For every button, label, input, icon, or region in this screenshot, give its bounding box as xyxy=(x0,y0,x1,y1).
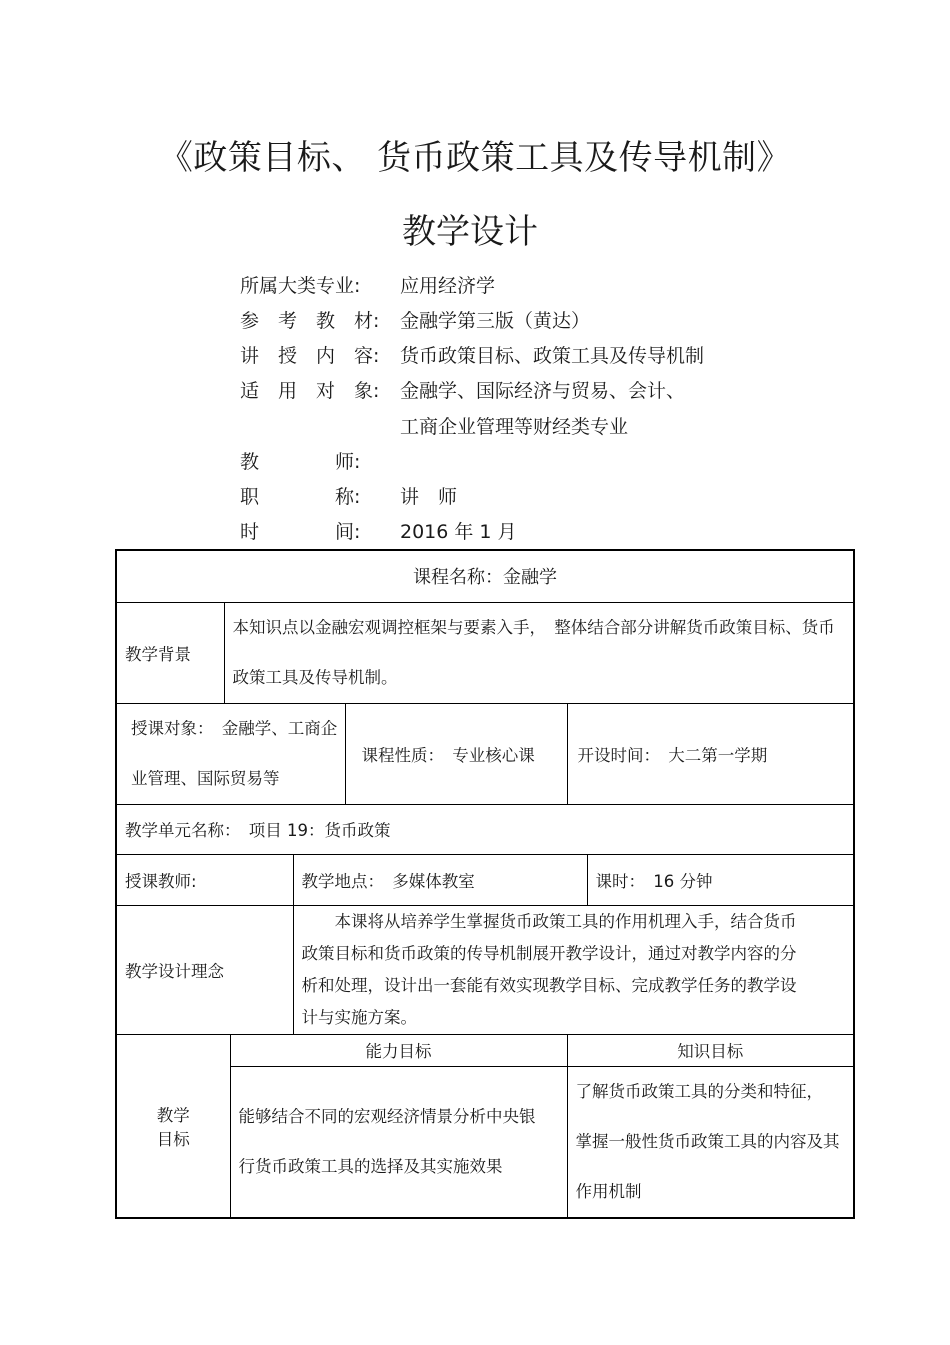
info-label: 参 考 教 材: xyxy=(240,310,380,332)
goals-label xyxy=(116,1034,230,1218)
info-value: 金融学、国际经济与贸易、会计、 xyxy=(400,380,686,402)
document-title: 《政策目标、 货币政策工具及传导机制》 xyxy=(158,138,792,178)
goals-label-line1: 教学 xyxy=(156,1105,190,1125)
info-audience xyxy=(240,376,685,406)
info-label: 讲 授 内 容: xyxy=(240,345,380,367)
course-nature: 课程性质： 专业核心课 xyxy=(345,703,567,804)
info-value: 工商企业管理等财经类专业 xyxy=(400,416,629,438)
info-value: 2016 年 1 月 xyxy=(400,521,517,543)
course-table xyxy=(115,549,855,1219)
info-label: 时 间: xyxy=(240,521,361,543)
unit-name: 教学单元名称： 项目 19：货币政策 xyxy=(116,804,854,854)
hours-cell: 课时： 16 分钟 xyxy=(587,854,854,905)
info-teacher xyxy=(240,447,400,477)
info-label: 职 称: xyxy=(240,486,361,508)
knowledge-text: 了解货币政策工具的分类和特征， 掌握一般性货币政策工具的内容及其作用机制 xyxy=(567,1066,854,1218)
location-cell: 教学地点： 多媒体教室 xyxy=(293,854,587,905)
course-term: 开设时间： 大二第一学期 xyxy=(567,703,854,804)
document-subtitle: 教学设计 xyxy=(402,212,538,252)
background-label: 教学背景 xyxy=(116,602,224,703)
course-name: 课程名称：金融学 xyxy=(116,550,854,602)
design-label: 教学设计理念 xyxy=(116,905,293,1034)
design-text: 本课将从培养学生掌握货币政策工具的作用机理入手，结合货币政策目标和货币政策的传导机制展开教学设计，通过对教学内容的分析和处理，设计出一套能有效实现教学目标、完成教学任务的教学设计与实施方案。 xyxy=(293,905,854,1034)
info-textbook xyxy=(240,306,590,336)
ability-header: 能力目标 xyxy=(230,1034,567,1066)
info-content xyxy=(240,341,704,371)
teacher-cell: 授课教师: xyxy=(116,854,293,905)
goals-label-line2: 目标 xyxy=(156,1129,190,1149)
ability-text: 能够结合不同的宏观经济情景分析中央银行货币政策工具的选择及其实施效果 xyxy=(230,1066,567,1218)
info-label: 适 用 对 象: xyxy=(240,380,380,402)
info-audience-cont xyxy=(240,412,628,442)
background-text: 本知识点以金融宏观调控框架与要素入手， 整体结合部分讲解货币政策目标、货币政策工具及传导机制。 xyxy=(224,602,854,703)
info-value: 金融学第三版（黄达） xyxy=(400,310,591,332)
audience-cell: 授课对象： 金融学、工商企业管理、国际贸易等 xyxy=(116,703,345,804)
info-label: 所属大类专业: xyxy=(240,275,361,297)
info-label: 教 师: xyxy=(240,451,361,473)
info-time xyxy=(240,517,517,547)
info-value: 讲 师 xyxy=(400,486,458,508)
knowledge-header: 知识目标 xyxy=(567,1034,854,1066)
info-title xyxy=(240,482,457,512)
info-major xyxy=(240,271,495,301)
info-value: 货币政策目标、政策工具及传导机制 xyxy=(400,345,705,367)
info-value: 应用经济学 xyxy=(400,275,496,297)
